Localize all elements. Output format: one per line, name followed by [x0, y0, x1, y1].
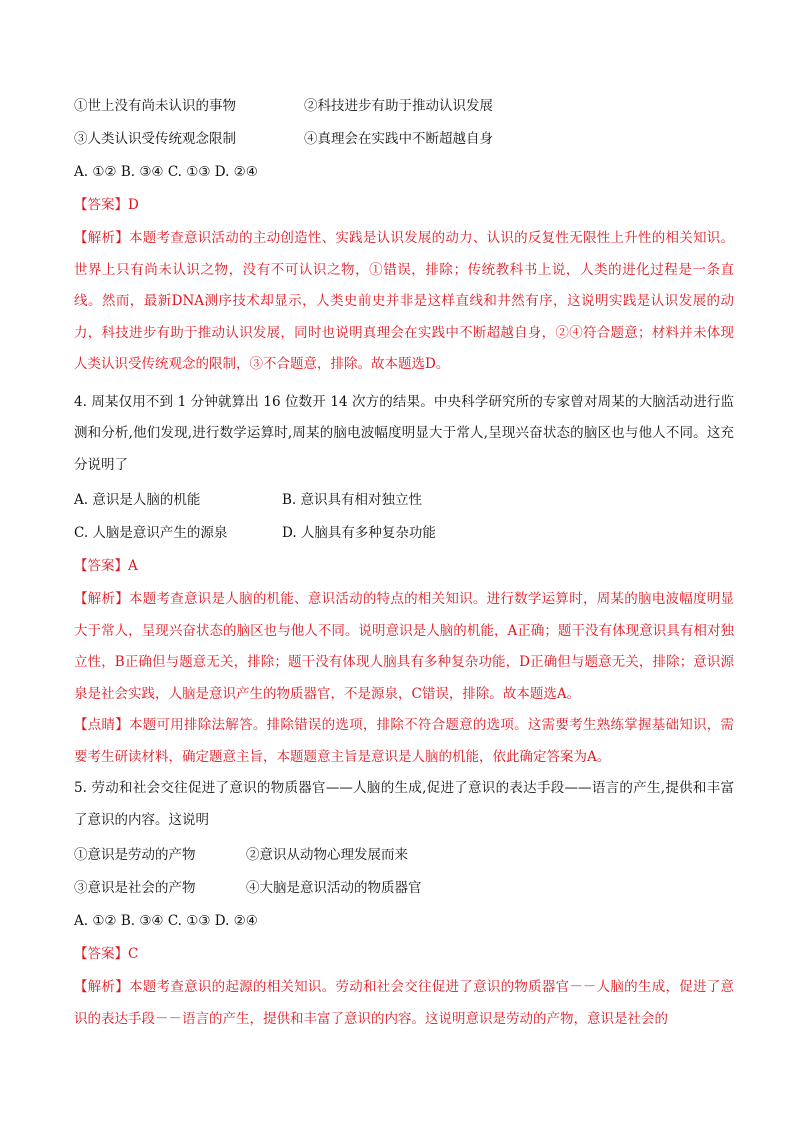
- q4-option-a: A. 意识是人脑的机能: [74, 492, 201, 508]
- q4-option-c: C. 人脑是意识产生的源泉: [74, 525, 228, 541]
- q4-options-row-2: [74, 522, 734, 545]
- q4-answer: 【答案】A: [74, 558, 138, 574]
- q5-answer: 【答案】C: [74, 946, 139, 962]
- q3-choices: A. ①② B. ③④ C. ①③ D. ②④: [74, 164, 258, 180]
- q5-analysis: 【解析】本题考查意识的起源的相关知识。劳动和社会交往促进了意识的物质器官－－人脑的生成，促进了意识的表达手段－－语言的产生，提供和丰富了意识的内容。这说明意识是劳动的产物，意识是社会的: [74, 979, 734, 1027]
- q5-options-row-1: [74, 844, 734, 867]
- q3-option-1: ①世上没有尚未认识的事物: [74, 98, 236, 114]
- q3-option-3: ③人类认识受传统观念限制: [74, 131, 236, 147]
- q4-option-d: D. 人脑具有多种复杂功能: [282, 525, 436, 541]
- q5-choices: A. ①② B. ③④ C. ①③ D. ②④: [74, 913, 258, 929]
- q4-options-row-1: [74, 489, 734, 512]
- q3-option-4: ④真理会在实践中不断超越自身: [304, 131, 493, 147]
- q3-analysis: 【解析】本题考查意识活动的主动创造性、实践是认识发展的动力、认识的反复性无限性上升性的相关知识。世界上只有尚未认识之物，没有不可认识之物，①错误，排除；传统教科书上说，人类的进化过程是一条直线。然而，最新DNA测序技术却显示，人类史前史并非是这样直线和井然有序，这说明实践是认识发展的动力，科技进步有助于推动认识发展，同时也说明真理会在实践中不断超越自身，②④符合题意；材料并未体现人类认识受传统观念的限制，③不合题意，排除。故本题选D。: [74, 230, 734, 372]
- q4-tip: 【点睛】本题可用排除法解答。排除错误的选项，排除不符合题意的选项。这需要考生熟练掌握基础知识，需要考生研读材料，确定题意主旨，本题题意主旨是意识是人脑的机能，依此确定答案为A。: [74, 717, 734, 765]
- q4-option-b: B. 意识具有相对独立性: [282, 492, 423, 508]
- q3-options-row-1: [74, 95, 734, 118]
- q3-answer: 【答案】D: [74, 197, 139, 213]
- q3-options-row-2: [74, 128, 734, 151]
- q5-stem: 5. 劳动和社会交往促进了意识的物质器官——人脑的生成,促进了意识的表达手段——语言的产生,提供和丰富了意识的内容。这说明: [74, 780, 734, 828]
- q4-stem: 4. 周某仅用不到 1 分钟就算出 16 位数开 14 次方的结果。中央科学研究所的专家曾对周某的大脑活动进行监测和分析,他们发现,进行数学运算时,周某的脑电波幅度明显大于常人,呈现兴奋状态的脑区也与他人不同。这充分说明了: [74, 393, 734, 473]
- q3-option-2: ②科技进步有助于推动认识发展: [304, 98, 493, 114]
- q5-option-2: ②意识从动物心理发展而来: [246, 847, 408, 863]
- q5-option-3: ③意识是社会的产物: [74, 880, 196, 896]
- q5-option-1: ①意识是劳动的产物: [74, 847, 196, 863]
- q5-options-row-2: [74, 877, 734, 900]
- q5-option-4: ④大脑是意识活动的物质器官: [246, 880, 422, 896]
- document-page: [74, 95, 734, 1035]
- q4-analysis: 【解析】本题考查意识是人脑的机能、意识活动的特点的相关知识。进行数学运算时，周某的脑电波幅度明显大于常人，呈现兴奋状态的脑区也与他人不同。说明意识是人脑的机能，A正确；题干没有体现意识具有相对独立性，B正确但与题意无关，排除；题干没有体现人脑具有多种复杂功能，D正确但与题意无关，排除；意识源泉是社会实践，人脑是意识产生的物质器官，不是源泉，C错误，排除。故本题选A。: [74, 591, 734, 702]
